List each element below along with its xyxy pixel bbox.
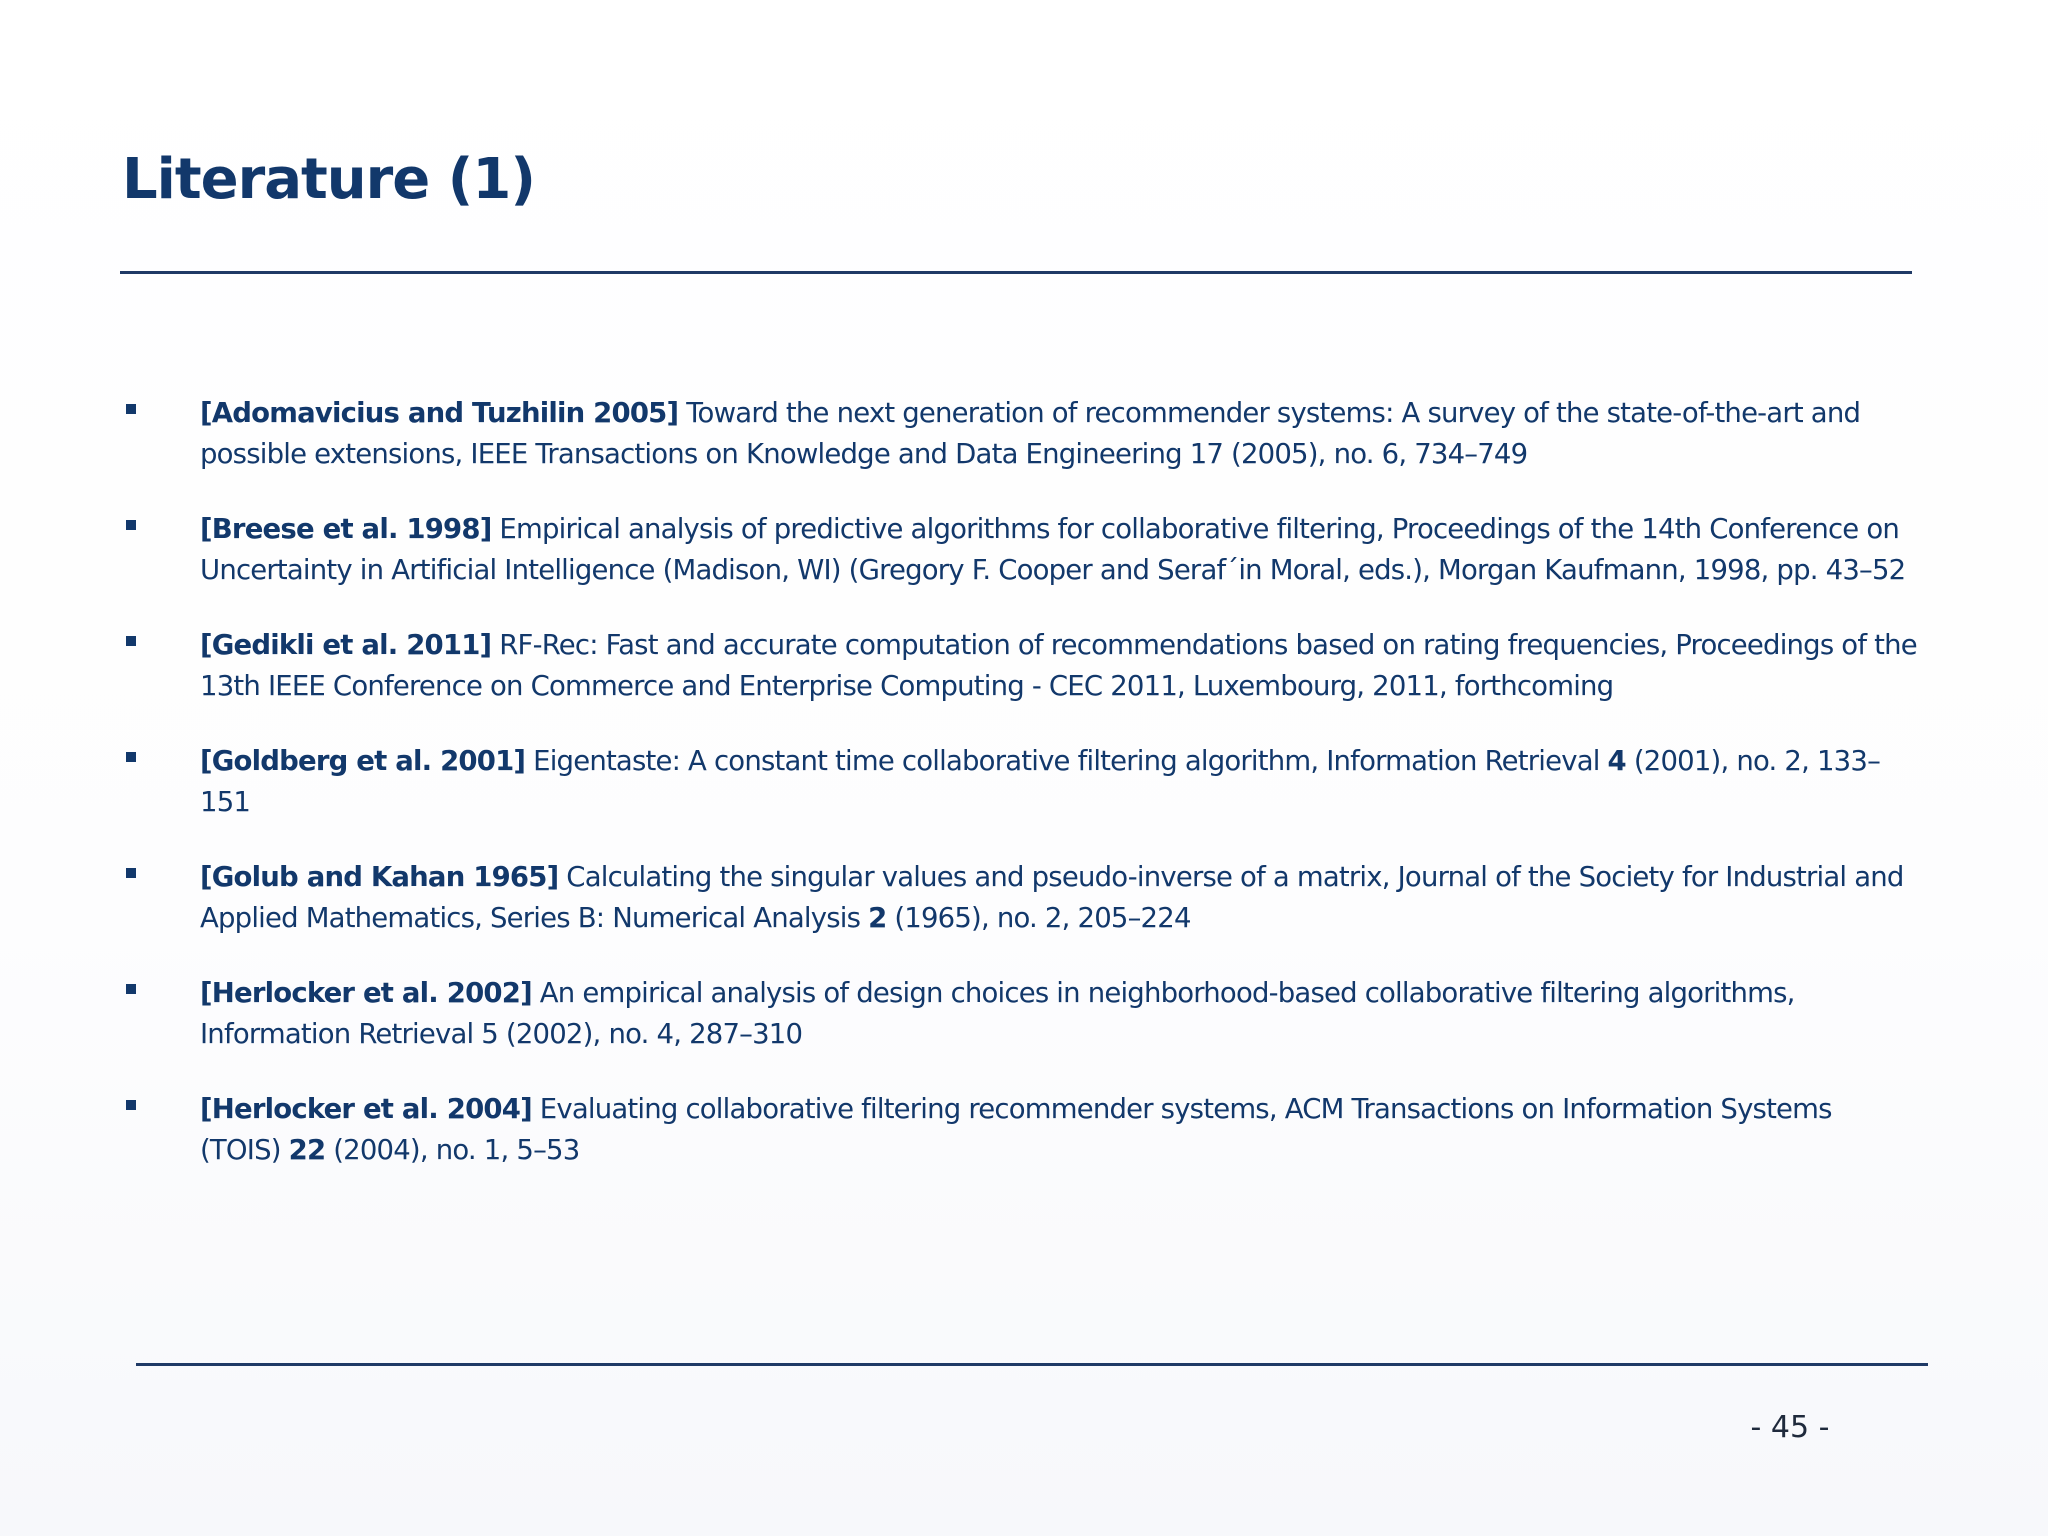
bullet-square-icon bbox=[126, 404, 136, 414]
reference-text-after: (2004), no. 1, 5–53 bbox=[325, 1134, 580, 1166]
bullet-square-icon bbox=[126, 984, 136, 994]
reference-text-after: (1965), no. 2, 205–224 bbox=[886, 902, 1191, 934]
bullet-square-icon bbox=[126, 520, 136, 530]
reference-text: Calculating the singular values and pseudo-inverse of a matrix, Journal of the Society for Industrial and Applied Mathematics, Series B: Numerical Analysis bbox=[200, 861, 1904, 934]
reference-item bbox=[120, 973, 1920, 1055]
reference-citation: [Herlocker et al. 2002] bbox=[200, 977, 532, 1009]
footer-divider bbox=[136, 1363, 1928, 1366]
reference-text: Empirical analysis of predictive algorithms for collaborative filtering, Proceedings of the 14th Conference on Uncertainty in Artificial Intelligence (Madison, WI) (Gregory F. Cooper and Seraf´in Moral, eds.), Morgan Kaufmann, 1998, pp. 43–52 bbox=[200, 513, 1906, 586]
reference-text: Evaluating collaborative filtering recommender systems, ACM Transactions on Information Systems (TOIS) bbox=[200, 1093, 1832, 1166]
reference-item bbox=[120, 741, 1920, 823]
reference-citation: [Herlocker et al. 2004] bbox=[200, 1093, 532, 1125]
title-divider bbox=[120, 271, 1912, 274]
reference-volume: 2 bbox=[868, 902, 887, 934]
reference-citation: [Golub and Kahan 1965] bbox=[200, 861, 559, 893]
reference-citation: [Gedikli et al. 2011] bbox=[200, 629, 492, 661]
slide-title: Literature (1) bbox=[122, 147, 535, 212]
reference-volume: 22 bbox=[288, 1134, 326, 1166]
reference-item bbox=[120, 625, 1920, 707]
reference-list bbox=[120, 393, 1920, 1205]
reference-item bbox=[120, 509, 1920, 591]
reference-item bbox=[120, 393, 1920, 475]
reference-volume: 4 bbox=[1607, 745, 1626, 777]
reference-citation: [Adomavicius and Tuzhilin 2005] bbox=[200, 397, 679, 429]
reference-text-after: (2001), no. 2, 133–151 bbox=[200, 745, 1881, 818]
reference-text: An empirical analysis of design choices in neighborhood-based collaborative filtering algorithms, Information Retrieval 5 (2002), no. 4, 287–310 bbox=[200, 977, 1795, 1050]
reference-item bbox=[120, 857, 1920, 939]
page-number: - 45 - bbox=[1750, 1410, 1830, 1445]
reference-item bbox=[120, 1089, 1920, 1171]
bullet-square-icon bbox=[126, 752, 136, 762]
bullet-square-icon bbox=[126, 868, 136, 878]
bullet-square-icon bbox=[126, 1100, 136, 1110]
reference-text: Eigentaste: A constant time collaborative filtering algorithm, Information Retrieval bbox=[525, 745, 1608, 777]
reference-citation: [Goldberg et al. 2001] bbox=[200, 745, 526, 777]
reference-citation: [Breese et al. 1998] bbox=[200, 513, 492, 545]
reference-text: Toward the next generation of recommender systems: A survey of the state-of-the-art and possible extensions, IEEE Transactions on Knowledge and Data Engineering 17 (2005), no. 6, 734–749 bbox=[200, 397, 1861, 470]
reference-text: RF-Rec: Fast and accurate computation of recommendations based on rating frequencies, Proceedings of the 13th IEEE Conference on Commerce and Enterprise Computing - CEC 2011, Luxembourg, 2011, forthcoming bbox=[200, 629, 1917, 702]
bullet-square-icon bbox=[126, 636, 136, 646]
